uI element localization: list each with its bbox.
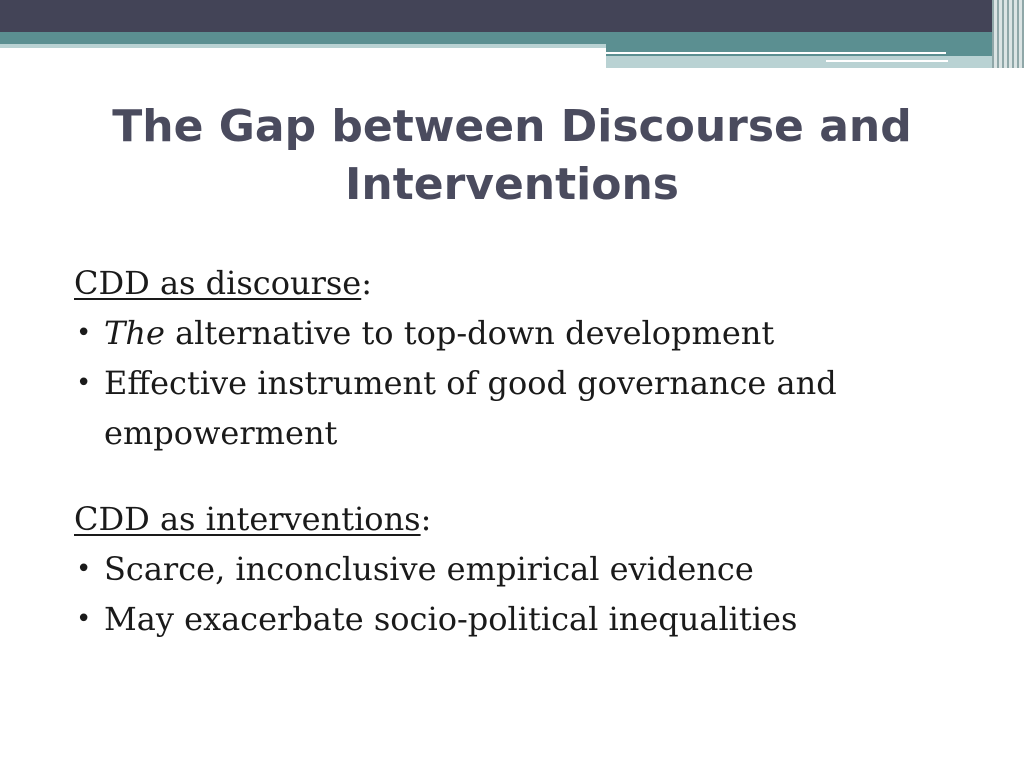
bullet-item [74,544,954,594]
bullet-item [74,358,954,458]
section-heading-discourse [74,258,954,308]
bullet-list-interventions [74,544,954,644]
section-heading-colon: : [420,500,432,538]
header-bar-dark [0,0,1024,32]
bullet-italic-text: The [104,314,165,352]
slide-title-line: The Gap between Discourse and [112,101,912,152]
section-heading-text: CDD as discourse [74,264,362,302]
slide-title [80,98,944,214]
header-decoration-line [826,60,948,62]
section-heading-interventions [74,494,954,544]
slide-title-line: Interventions [345,159,679,210]
section-heading-colon: : [361,264,373,302]
section-heading-text: CDD as interventions [74,500,421,538]
header-stripes [992,0,1024,68]
bullet-list-discourse [74,308,954,458]
bullet-item [74,594,954,644]
bullet-text: Scarce, inconclusive empirical evidence [104,550,754,588]
bullet-item [74,308,954,358]
bullet-text: alternative to top-down development [164,314,775,352]
header-bar-teal [0,32,1024,44]
bullet-text: May exacerbate socio-political inequalities [104,600,798,638]
header-decoration-tab-light [606,56,1006,68]
slide-body [74,258,954,644]
header-decoration-line [606,52,946,54]
section-spacer [74,458,954,494]
bullet-text: Effective instrument of good governance and empowerment [104,364,837,452]
